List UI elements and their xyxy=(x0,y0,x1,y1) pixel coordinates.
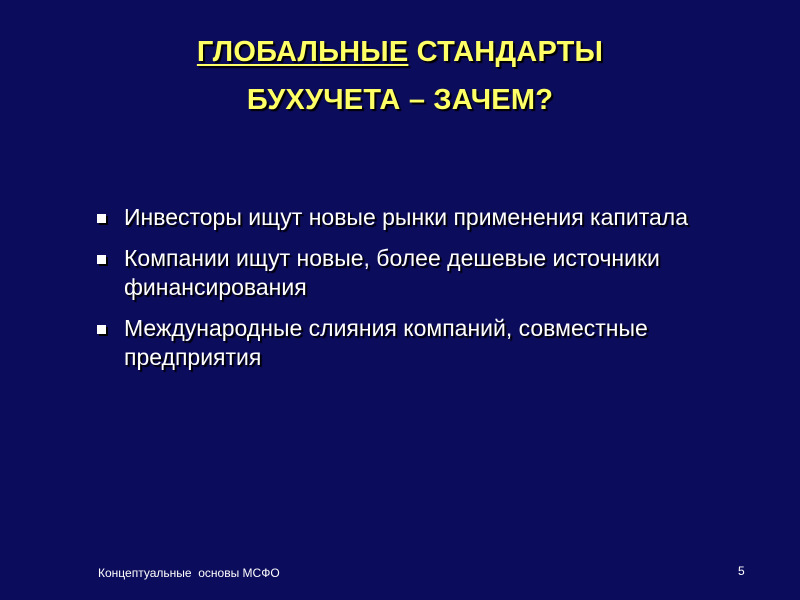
page-number: 5 xyxy=(738,564,745,578)
bullet-text: Инвесторы ищут новые рынки применения капитала xyxy=(124,204,688,230)
bullet-list xyxy=(96,203,716,384)
slide-footer: Концептуальные основы МСФО xyxy=(98,566,280,580)
bullet-text: Международные слияния компаний, совместные предприятия xyxy=(124,315,648,370)
bullet-item xyxy=(96,314,716,372)
slide-title xyxy=(0,28,800,124)
title-line-1 xyxy=(0,28,800,76)
bullet-text: Компании ищут новые, более дешевые источники финансирования xyxy=(124,245,660,300)
title-underlined-word: ГЛОБАЛЬНЫЕ xyxy=(196,36,409,68)
title-line-1-rest: СТАНДАРТЫ xyxy=(408,36,604,68)
bullet-item xyxy=(96,203,716,232)
title-line-2: БУХУЧЕТА – ЗАЧЕМ? xyxy=(246,84,554,116)
square-bullet-icon xyxy=(97,255,106,264)
square-bullet-icon xyxy=(97,325,106,334)
bullet-item xyxy=(96,244,716,302)
square-bullet-icon xyxy=(97,214,106,223)
